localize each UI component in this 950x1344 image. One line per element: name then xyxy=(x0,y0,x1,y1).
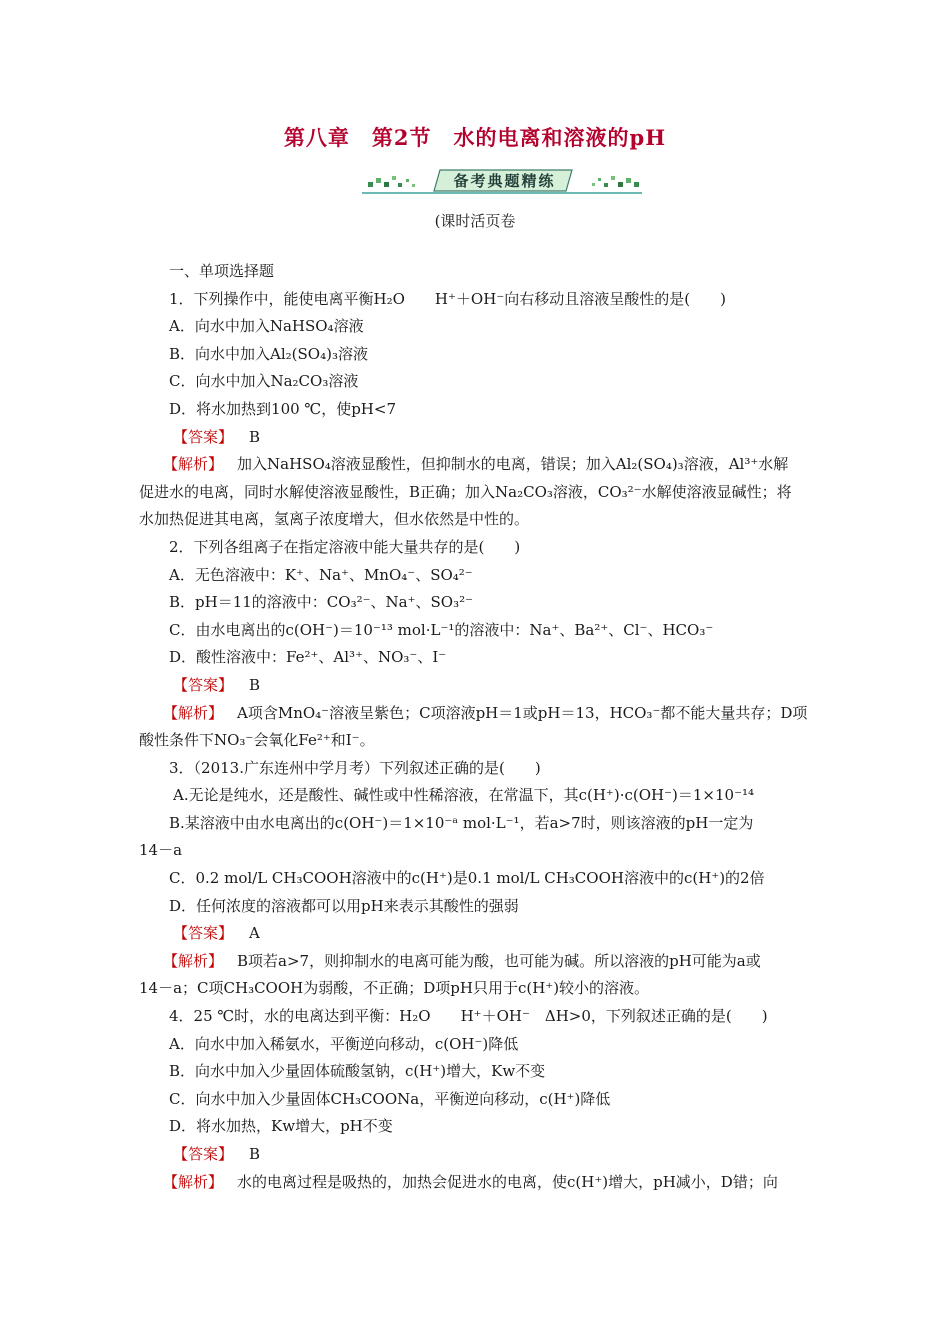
answer-value: B xyxy=(249,675,261,694)
answer-label: 【答案】 xyxy=(173,924,234,943)
question-4-option-c: C．向水中加入少量固体CH₃COONa，平衡逆向移动，c(H⁺)降低 xyxy=(169,1089,611,1108)
answer-value: A xyxy=(249,924,260,943)
answer-label: 【答案】 xyxy=(173,675,234,694)
question-1-answer xyxy=(139,424,819,452)
question-2-option-b: B．pH＝11的溶液中：CO₃²⁻、Na⁺、SO₃²⁻ xyxy=(169,593,474,612)
analysis-label: 【解析】 xyxy=(163,703,224,722)
question-2-stem: 2．下列各组离子在指定溶液中能大量共存的是( ) xyxy=(169,537,521,556)
question-4-option-a: A．向水中加入稀氨水，平衡逆向移动，c(OH⁻)降低 xyxy=(169,1034,519,1053)
question-1-analysis-line-2: 促进水的电离，同时水解使溶液显酸性，B正确；加入Na₂CO₃溶液，CO₃²⁻水解使溶液显碱性；将 xyxy=(139,482,792,501)
question-4-option-d: D．将水加热，Kw增大，pH不变 xyxy=(169,1117,393,1136)
question-4-stem: 4．25 ℃时，水的电离达到平衡：H₂O H⁺＋OH⁻ ΔH>0，下列叙述正确的是( ) xyxy=(169,1007,768,1026)
question-4-answer xyxy=(139,1141,819,1169)
question-3-option-d: D．任何浓度的溶液都可以用pH来表示其酸性的强弱 xyxy=(169,896,519,915)
question-2-analysis-line-2: 酸性条件下NO₃⁻会氧化Fe²⁺和I⁻。 xyxy=(139,731,375,750)
question-1-analysis-line-3: 水加热促进其电离，氢离子浓度增大，但水依然是中性的。 xyxy=(139,510,530,529)
question-1-stem: 1．下列操作中，能使电离平衡H₂O H⁺＋OH⁻向右移动且溶液呈酸性的是( ) xyxy=(169,289,726,308)
question-2-answer xyxy=(139,672,819,700)
question-1-option-c: C．向水中加入Na₂CO₃溶液 xyxy=(169,372,359,391)
analysis-text: A项含MnO₄⁻溶液呈紫色；C项溶液pH＝1或pH＝13，HCO₃⁻都不能大量共存；D项 xyxy=(237,703,808,722)
analysis-label: 【解析】 xyxy=(163,1172,224,1191)
subtitle: (课时活页卷 xyxy=(434,212,516,230)
banner-label: 备考典题精练 xyxy=(453,172,556,190)
answer-value: B xyxy=(249,1145,261,1163)
question-3-option-b-line-2: 14－a xyxy=(139,841,183,860)
answer-label: 【答案】 xyxy=(173,1145,234,1163)
page-title: 第八章 第2节 水的电离和溶液的pH xyxy=(283,125,667,150)
analysis-label: 【解析】 xyxy=(163,951,224,970)
question-3-stem: 3．（2013.广东连州中学月考）下列叙述正确的是( ) xyxy=(169,758,541,777)
question-1-option-b: B．向水中加入Al₂(SO₄)₃溶液 xyxy=(169,344,368,363)
question-4-analysis xyxy=(139,1169,819,1197)
question-1-analysis xyxy=(139,451,819,479)
question-3-analysis-line-2: 14－a；C项CH₃COOH为弱酸，不正确；D项pH只用于c(H⁺)较小的溶液。 xyxy=(139,979,650,998)
question-2-analysis xyxy=(139,700,819,728)
question-1-option-d: D．将水加热到100 ℃，使pH<7 xyxy=(169,399,397,418)
answer-label: 【答案】 xyxy=(173,427,234,446)
answer-value: B xyxy=(249,427,261,446)
question-4-option-b: B．向水中加入少量固体硫酸氢钠，c(H⁺)增大，Kw不变 xyxy=(169,1062,546,1081)
section-banner xyxy=(362,168,642,194)
question-3-analysis xyxy=(139,948,819,976)
section-heading: 一、单项选择题 xyxy=(169,262,275,280)
question-3-option-c: C．0.2 mol/L CH₃COOH溶液中的c(H⁺)是0.1 mol/L CH₃COOH溶液中的c(H⁺)的2倍 xyxy=(169,869,765,888)
analysis-text: 水的电离过程是吸热的，加热会促进水的电离，使c(H⁺)增大，pH减小，D错；向 xyxy=(237,1172,778,1191)
analysis-text: 加入NaHSO₄溶液显酸性，但抑制水的电离，错误；加入Al₂(SO₄)₃溶液，Al³⁺水解 xyxy=(237,455,789,474)
question-2-option-c: C．由水电离出的c(OH⁻)＝10⁻¹³ mol·L⁻¹的溶液中：Na⁺、Ba²⁺、Cl⁻、HCO₃⁻ xyxy=(169,620,714,639)
question-3-option-a: A.无论是纯水，还是酸性、碱性或中性稀溶液，在常温下，其c(H⁺)·c(OH⁻)＝1×10⁻¹⁴ xyxy=(173,786,755,805)
question-1-option-a: A．向水中加入NaHSO₄溶液 xyxy=(169,317,364,336)
content-body xyxy=(139,258,819,1196)
analysis-label: 【解析】 xyxy=(163,455,224,474)
question-3-answer xyxy=(139,920,819,948)
question-2-option-a: A．无色溶液中：K⁺、Na⁺、MnO₄⁻、SO₄²⁻ xyxy=(169,565,473,584)
question-2-option-d: D．酸性溶液中：Fe²⁺、Al³⁺、NO₃⁻、I⁻ xyxy=(169,648,447,667)
question-3-option-b: B.某溶液中由水电离出的c(OH⁻)＝1×10⁻ᵃ mol·L⁻¹，若a>7时，则该溶液的pH一定为 xyxy=(169,813,754,832)
analysis-text: B项若a>7，则抑制水的电离可能为酸，也可能为碱。所以溶液的pH可能为a或 xyxy=(237,951,761,970)
